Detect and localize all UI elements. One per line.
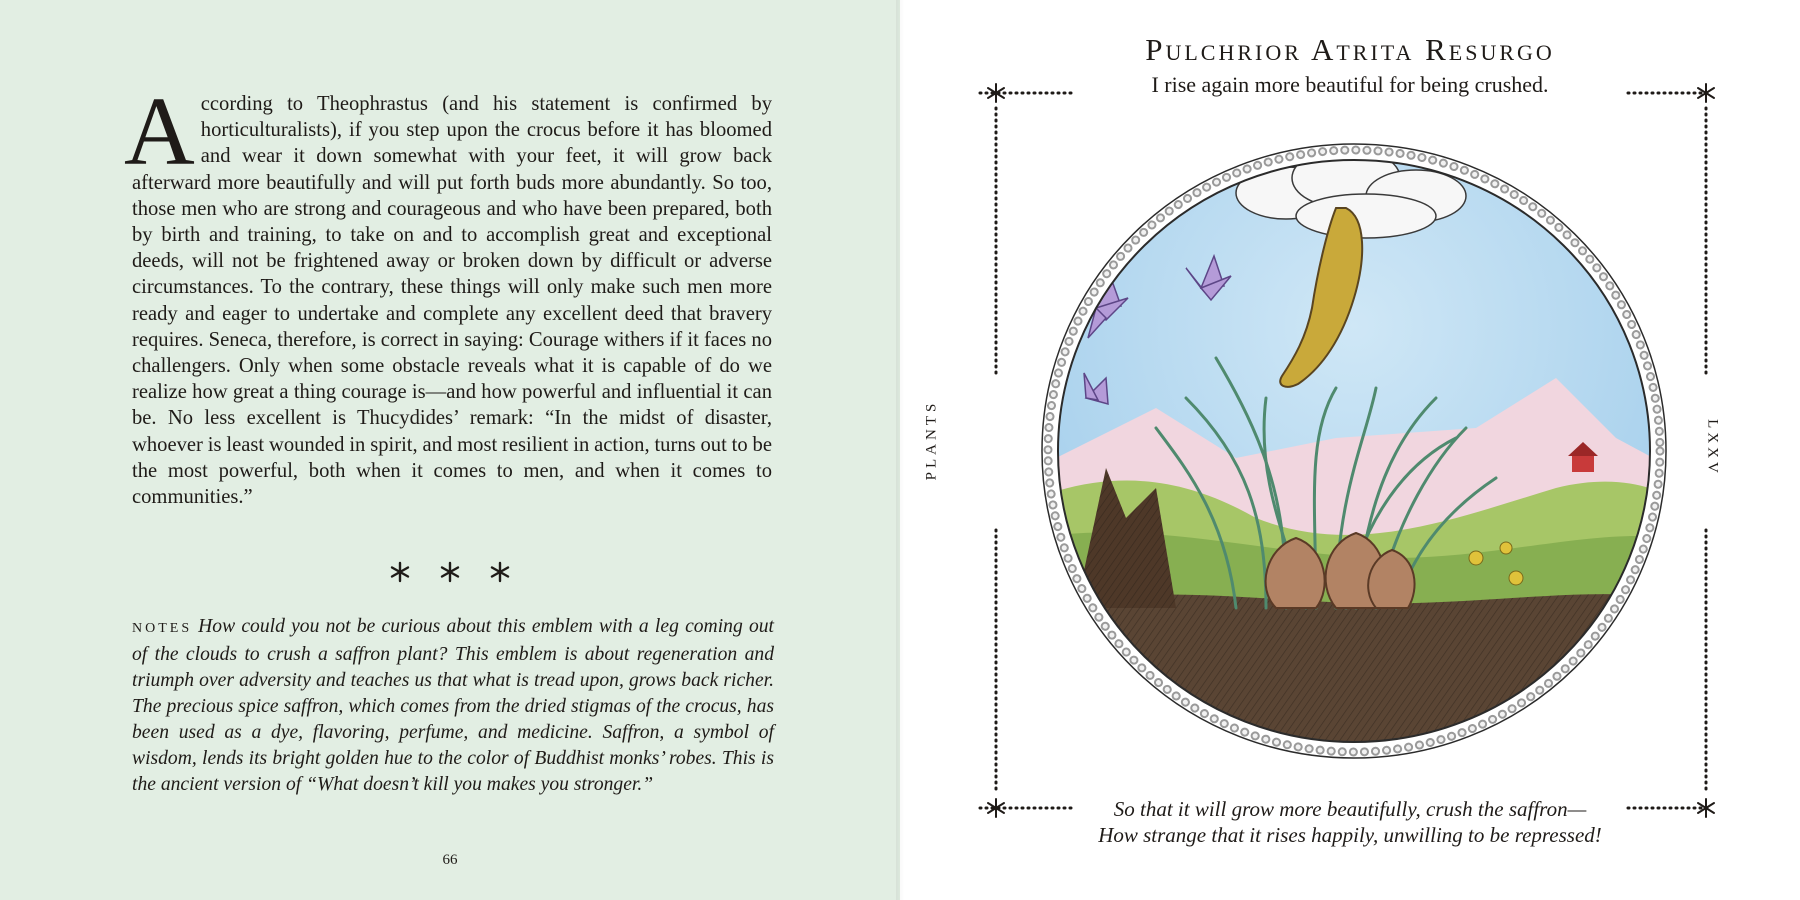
verse-line: So that it will grow more beautifully, crush the saffron—: [1113, 797, 1587, 821]
notes-label: NOTES: [132, 621, 193, 636]
notes-paragraph: [132, 614, 774, 798]
body-text: ccording to Theophrastus (and his statement is confirmed by horticulturalists), if you step upon the crocus before it has bloomed and wear it down somewhat with your feet, it will grow back afterward more beautifully and will put forth buds more abundantly. So too, those men who are strong and courageous and who have been prepared, both by birth and training, to take on and to accomplish great and exceptional deeds, will not be frightened away or broken down by difficult or adverse circumstances. To the contrary, these things will only make such men more ready and eager to undertake and complete any excellent deed that bravery requires. Seneca, therefore, is correct in saying: Courage withers if it faces no challengers. Only when some obstacle reveals what it is capable of do we realize how great a thing courage is—and how powerful and influential it can be. No less excellent is Thucydides’ remark: “In the midst of disaster, whoever is least wounded in spirit, and most resilient in action, turns out to be the most powerful, both when it comes to men, and when it comes to communities.”: [132, 93, 772, 509]
side-label-plants: PLANTS: [923, 399, 940, 481]
motto-translation: I rise again more beautiful for being crushed.: [1151, 72, 1549, 97]
asterism-icon: [430, 552, 470, 592]
verse-line: How strange that it rises happily, unwilling to be repressed!: [1098, 823, 1602, 847]
notes-text: How could you not be curious about this emblem with a leg coming out of the clouds to crush a saffron plant? This emblem is about regeneration and triumph over adversity and teaches us that what is tread upon, grows back richer. The precious spice saffron, which comes from the dried stigmas of the crocus, has been used as a dye, flavoring, perfume, and medicine. Saffron, a symbol of wisdom, lends its bright golden hue to the color of Buddhist monks’ robes. This is the ancient version of “What doesn’t kill you makes you stronger.”: [132, 616, 774, 795]
side-label-numeral: LXXV: [1704, 419, 1721, 477]
motto-title: Pulchrior Atrita Resurgo: [1145, 32, 1555, 67]
drop-cap: A: [124, 78, 195, 186]
asterism-icon: [380, 552, 420, 592]
saffron-emblem-illustration: [1036, 138, 1672, 764]
book-gutter: [896, 0, 904, 900]
body-paragraph: [124, 78, 772, 510]
emblem-verse: [900, 796, 1800, 848]
section-ornament: [380, 552, 520, 592]
asterism-icon: [480, 552, 520, 592]
page-number: 66: [442, 852, 458, 868]
